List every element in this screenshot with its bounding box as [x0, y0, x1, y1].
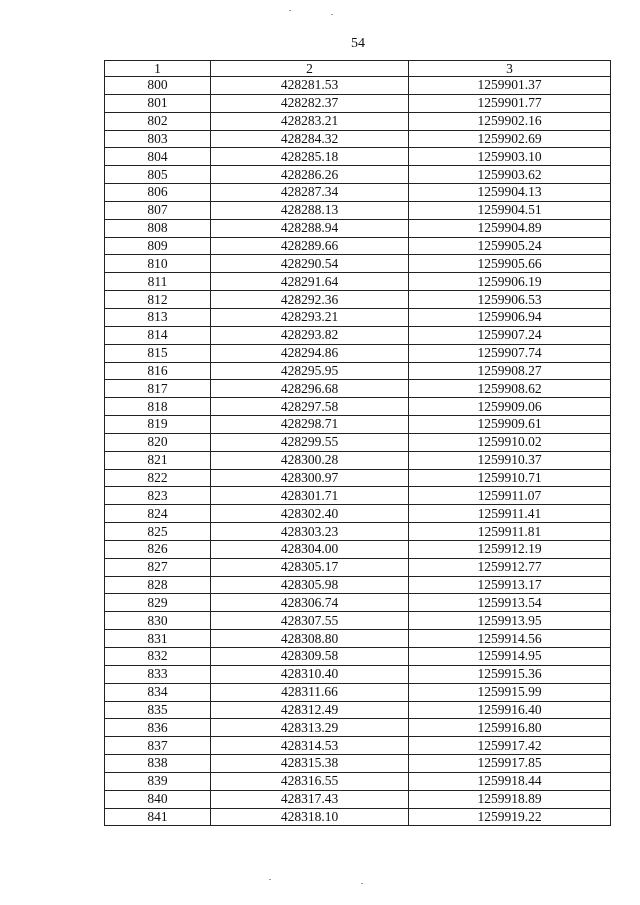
- x-coordinate-cell: 428313.29: [211, 719, 409, 737]
- y-coordinate-cell: 1259911.41: [409, 505, 611, 523]
- x-coordinate-cell: 428301.71: [211, 487, 409, 505]
- table-row: [105, 790, 611, 808]
- point-number-cell: 824: [105, 505, 211, 523]
- point-number-cell: 807: [105, 201, 211, 219]
- scan-speck: [331, 14, 333, 15]
- point-number-cell: 825: [105, 523, 211, 541]
- y-coordinate-cell: 1259912.77: [409, 558, 611, 576]
- table-row: [105, 612, 611, 630]
- y-coordinate-cell: 1259908.27: [409, 362, 611, 380]
- y-coordinate-cell: 1259913.95: [409, 612, 611, 630]
- x-coordinate-cell: 428284.32: [211, 130, 409, 148]
- x-coordinate-cell: 428294.86: [211, 344, 409, 362]
- y-coordinate-cell: 1259916.40: [409, 701, 611, 719]
- x-coordinate-cell: 428305.98: [211, 576, 409, 594]
- y-coordinate-cell: 1259918.44: [409, 772, 611, 790]
- table-row: [105, 398, 611, 416]
- point-number-cell: 841: [105, 808, 211, 826]
- point-number-cell: 808: [105, 219, 211, 237]
- y-coordinate-cell: 1259914.56: [409, 630, 611, 648]
- table-row: [105, 237, 611, 255]
- x-coordinate-cell: 428293.82: [211, 326, 409, 344]
- table-body: [105, 77, 611, 826]
- x-coordinate-cell: 428299.55: [211, 433, 409, 451]
- y-coordinate-cell: 1259910.71: [409, 469, 611, 487]
- x-coordinate-cell: 428303.23: [211, 523, 409, 541]
- y-coordinate-cell: 1259903.10: [409, 148, 611, 166]
- table-row: [105, 487, 611, 505]
- table-row: [105, 130, 611, 148]
- point-number-cell: 819: [105, 416, 211, 434]
- y-coordinate-cell: 1259915.99: [409, 683, 611, 701]
- point-number-cell: 820: [105, 433, 211, 451]
- table-row: [105, 362, 611, 380]
- point-number-cell: 817: [105, 380, 211, 398]
- table-row: [105, 416, 611, 434]
- table-row: [105, 505, 611, 523]
- x-coordinate-cell: 428318.10: [211, 808, 409, 826]
- table-row: [105, 166, 611, 184]
- coordinates-table: [104, 60, 611, 826]
- point-number-cell: 822: [105, 469, 211, 487]
- point-number-cell: 823: [105, 487, 211, 505]
- x-coordinate-cell: 428302.40: [211, 505, 409, 523]
- point-number-cell: 833: [105, 665, 211, 683]
- point-number-cell: 840: [105, 790, 211, 808]
- y-coordinate-cell: 1259901.77: [409, 94, 611, 112]
- y-coordinate-cell: 1259904.13: [409, 184, 611, 202]
- x-coordinate-cell: 428297.58: [211, 398, 409, 416]
- point-number-cell: 801: [105, 94, 211, 112]
- y-coordinate-cell: 1259919.22: [409, 808, 611, 826]
- point-number-cell: 818: [105, 398, 211, 416]
- y-coordinate-cell: 1259918.89: [409, 790, 611, 808]
- point-number-cell: 809: [105, 237, 211, 255]
- y-coordinate-cell: 1259911.07: [409, 487, 611, 505]
- coordinates-table-container: [104, 60, 610, 826]
- column-header-3: 3: [409, 61, 611, 77]
- y-coordinate-cell: 1259905.24: [409, 237, 611, 255]
- table-row: [105, 451, 611, 469]
- x-coordinate-cell: 428306.74: [211, 594, 409, 612]
- y-coordinate-cell: 1259907.74: [409, 344, 611, 362]
- y-coordinate-cell: 1259905.66: [409, 255, 611, 273]
- x-coordinate-cell: 428286.26: [211, 166, 409, 184]
- table-row: [105, 291, 611, 309]
- table-row: [105, 719, 611, 737]
- point-number-cell: 829: [105, 594, 211, 612]
- y-coordinate-cell: 1259917.42: [409, 737, 611, 755]
- x-coordinate-cell: 428317.43: [211, 790, 409, 808]
- point-number-cell: 838: [105, 755, 211, 773]
- x-coordinate-cell: 428298.71: [211, 416, 409, 434]
- y-coordinate-cell: 1259908.62: [409, 380, 611, 398]
- table-row: [105, 148, 611, 166]
- y-coordinate-cell: 1259916.80: [409, 719, 611, 737]
- x-coordinate-cell: 428281.53: [211, 77, 409, 95]
- x-coordinate-cell: 428308.80: [211, 630, 409, 648]
- y-coordinate-cell: 1259914.95: [409, 648, 611, 666]
- point-number-cell: 831: [105, 630, 211, 648]
- x-coordinate-cell: 428316.55: [211, 772, 409, 790]
- x-coordinate-cell: 428295.95: [211, 362, 409, 380]
- table-row: [105, 808, 611, 826]
- table-row: [105, 576, 611, 594]
- point-number-cell: 804: [105, 148, 211, 166]
- y-coordinate-cell: 1259910.37: [409, 451, 611, 469]
- y-coordinate-cell: 1259903.62: [409, 166, 611, 184]
- y-coordinate-cell: 1259901.37: [409, 77, 611, 95]
- table-row: [105, 201, 611, 219]
- x-coordinate-cell: 428288.94: [211, 219, 409, 237]
- x-coordinate-cell: 428292.36: [211, 291, 409, 309]
- table-row: [105, 469, 611, 487]
- y-coordinate-cell: 1259913.17: [409, 576, 611, 594]
- point-number-cell: 832: [105, 648, 211, 666]
- column-header-1: 1: [105, 61, 211, 77]
- x-coordinate-cell: 428314.53: [211, 737, 409, 755]
- y-coordinate-cell: 1259910.02: [409, 433, 611, 451]
- table-row: [105, 344, 611, 362]
- x-coordinate-cell: 428310.40: [211, 665, 409, 683]
- page-number: 54: [351, 36, 365, 51]
- point-number-cell: 837: [105, 737, 211, 755]
- table-row: [105, 594, 611, 612]
- point-number-cell: 813: [105, 308, 211, 326]
- x-coordinate-cell: 428290.54: [211, 255, 409, 273]
- scan-speck: [269, 879, 271, 880]
- y-coordinate-cell: 1259912.19: [409, 540, 611, 558]
- x-coordinate-cell: 428304.00: [211, 540, 409, 558]
- x-coordinate-cell: 428300.97: [211, 469, 409, 487]
- point-number-cell: 805: [105, 166, 211, 184]
- point-number-cell: 826: [105, 540, 211, 558]
- table-row: [105, 326, 611, 344]
- x-coordinate-cell: 428287.34: [211, 184, 409, 202]
- table-row: [105, 308, 611, 326]
- point-number-cell: 821: [105, 451, 211, 469]
- point-number-cell: 828: [105, 576, 211, 594]
- x-coordinate-cell: 428285.18: [211, 148, 409, 166]
- table-row: [105, 540, 611, 558]
- y-coordinate-cell: 1259909.06: [409, 398, 611, 416]
- x-coordinate-cell: 428307.55: [211, 612, 409, 630]
- y-coordinate-cell: 1259915.36: [409, 665, 611, 683]
- x-coordinate-cell: 428289.66: [211, 237, 409, 255]
- point-number-cell: 839: [105, 772, 211, 790]
- x-coordinate-cell: 428288.13: [211, 201, 409, 219]
- y-coordinate-cell: 1259911.81: [409, 523, 611, 541]
- table-row: [105, 665, 611, 683]
- y-coordinate-cell: 1259917.85: [409, 755, 611, 773]
- point-number-cell: 836: [105, 719, 211, 737]
- x-coordinate-cell: 428296.68: [211, 380, 409, 398]
- y-coordinate-cell: 1259907.24: [409, 326, 611, 344]
- point-number-cell: 810: [105, 255, 211, 273]
- x-coordinate-cell: 428309.58: [211, 648, 409, 666]
- point-number-cell: 812: [105, 291, 211, 309]
- y-coordinate-cell: 1259906.19: [409, 273, 611, 291]
- x-coordinate-cell: 428293.21: [211, 308, 409, 326]
- table-row: [105, 273, 611, 291]
- x-coordinate-cell: 428312.49: [211, 701, 409, 719]
- table-header: [105, 61, 611, 77]
- table-row: [105, 737, 611, 755]
- table-row: [105, 184, 611, 202]
- x-coordinate-cell: 428283.21: [211, 112, 409, 130]
- y-coordinate-cell: 1259904.51: [409, 201, 611, 219]
- table-row: [105, 94, 611, 112]
- table-row: [105, 755, 611, 773]
- table-row: [105, 77, 611, 95]
- y-coordinate-cell: 1259906.94: [409, 308, 611, 326]
- y-coordinate-cell: 1259913.54: [409, 594, 611, 612]
- table-row: [105, 648, 611, 666]
- table-row: [105, 380, 611, 398]
- point-number-cell: 815: [105, 344, 211, 362]
- x-coordinate-cell: 428282.37: [211, 94, 409, 112]
- scan-speck: [289, 10, 291, 11]
- table-row: [105, 219, 611, 237]
- x-coordinate-cell: 428305.17: [211, 558, 409, 576]
- table-row: [105, 255, 611, 273]
- point-number-cell: 834: [105, 683, 211, 701]
- point-number-cell: 816: [105, 362, 211, 380]
- x-coordinate-cell: 428291.64: [211, 273, 409, 291]
- point-number-cell: 830: [105, 612, 211, 630]
- table-row: [105, 523, 611, 541]
- table-row: [105, 772, 611, 790]
- point-number-cell: 806: [105, 184, 211, 202]
- point-number-cell: 827: [105, 558, 211, 576]
- x-coordinate-cell: 428315.38: [211, 755, 409, 773]
- y-coordinate-cell: 1259909.61: [409, 416, 611, 434]
- scan-speck: [361, 883, 363, 884]
- table-row: [105, 630, 611, 648]
- point-number-cell: 814: [105, 326, 211, 344]
- column-header-2: 2: [211, 61, 409, 77]
- x-coordinate-cell: 428311.66: [211, 683, 409, 701]
- point-number-cell: 835: [105, 701, 211, 719]
- table-row: [105, 701, 611, 719]
- header-row: [105, 61, 611, 77]
- x-coordinate-cell: 428300.28: [211, 451, 409, 469]
- y-coordinate-cell: 1259902.16: [409, 112, 611, 130]
- table-row: [105, 683, 611, 701]
- table-row: [105, 433, 611, 451]
- table-row: [105, 558, 611, 576]
- point-number-cell: 803: [105, 130, 211, 148]
- y-coordinate-cell: 1259906.53: [409, 291, 611, 309]
- point-number-cell: 800: [105, 77, 211, 95]
- table-row: [105, 112, 611, 130]
- y-coordinate-cell: 1259904.89: [409, 219, 611, 237]
- point-number-cell: 811: [105, 273, 211, 291]
- y-coordinate-cell: 1259902.69: [409, 130, 611, 148]
- point-number-cell: 802: [105, 112, 211, 130]
